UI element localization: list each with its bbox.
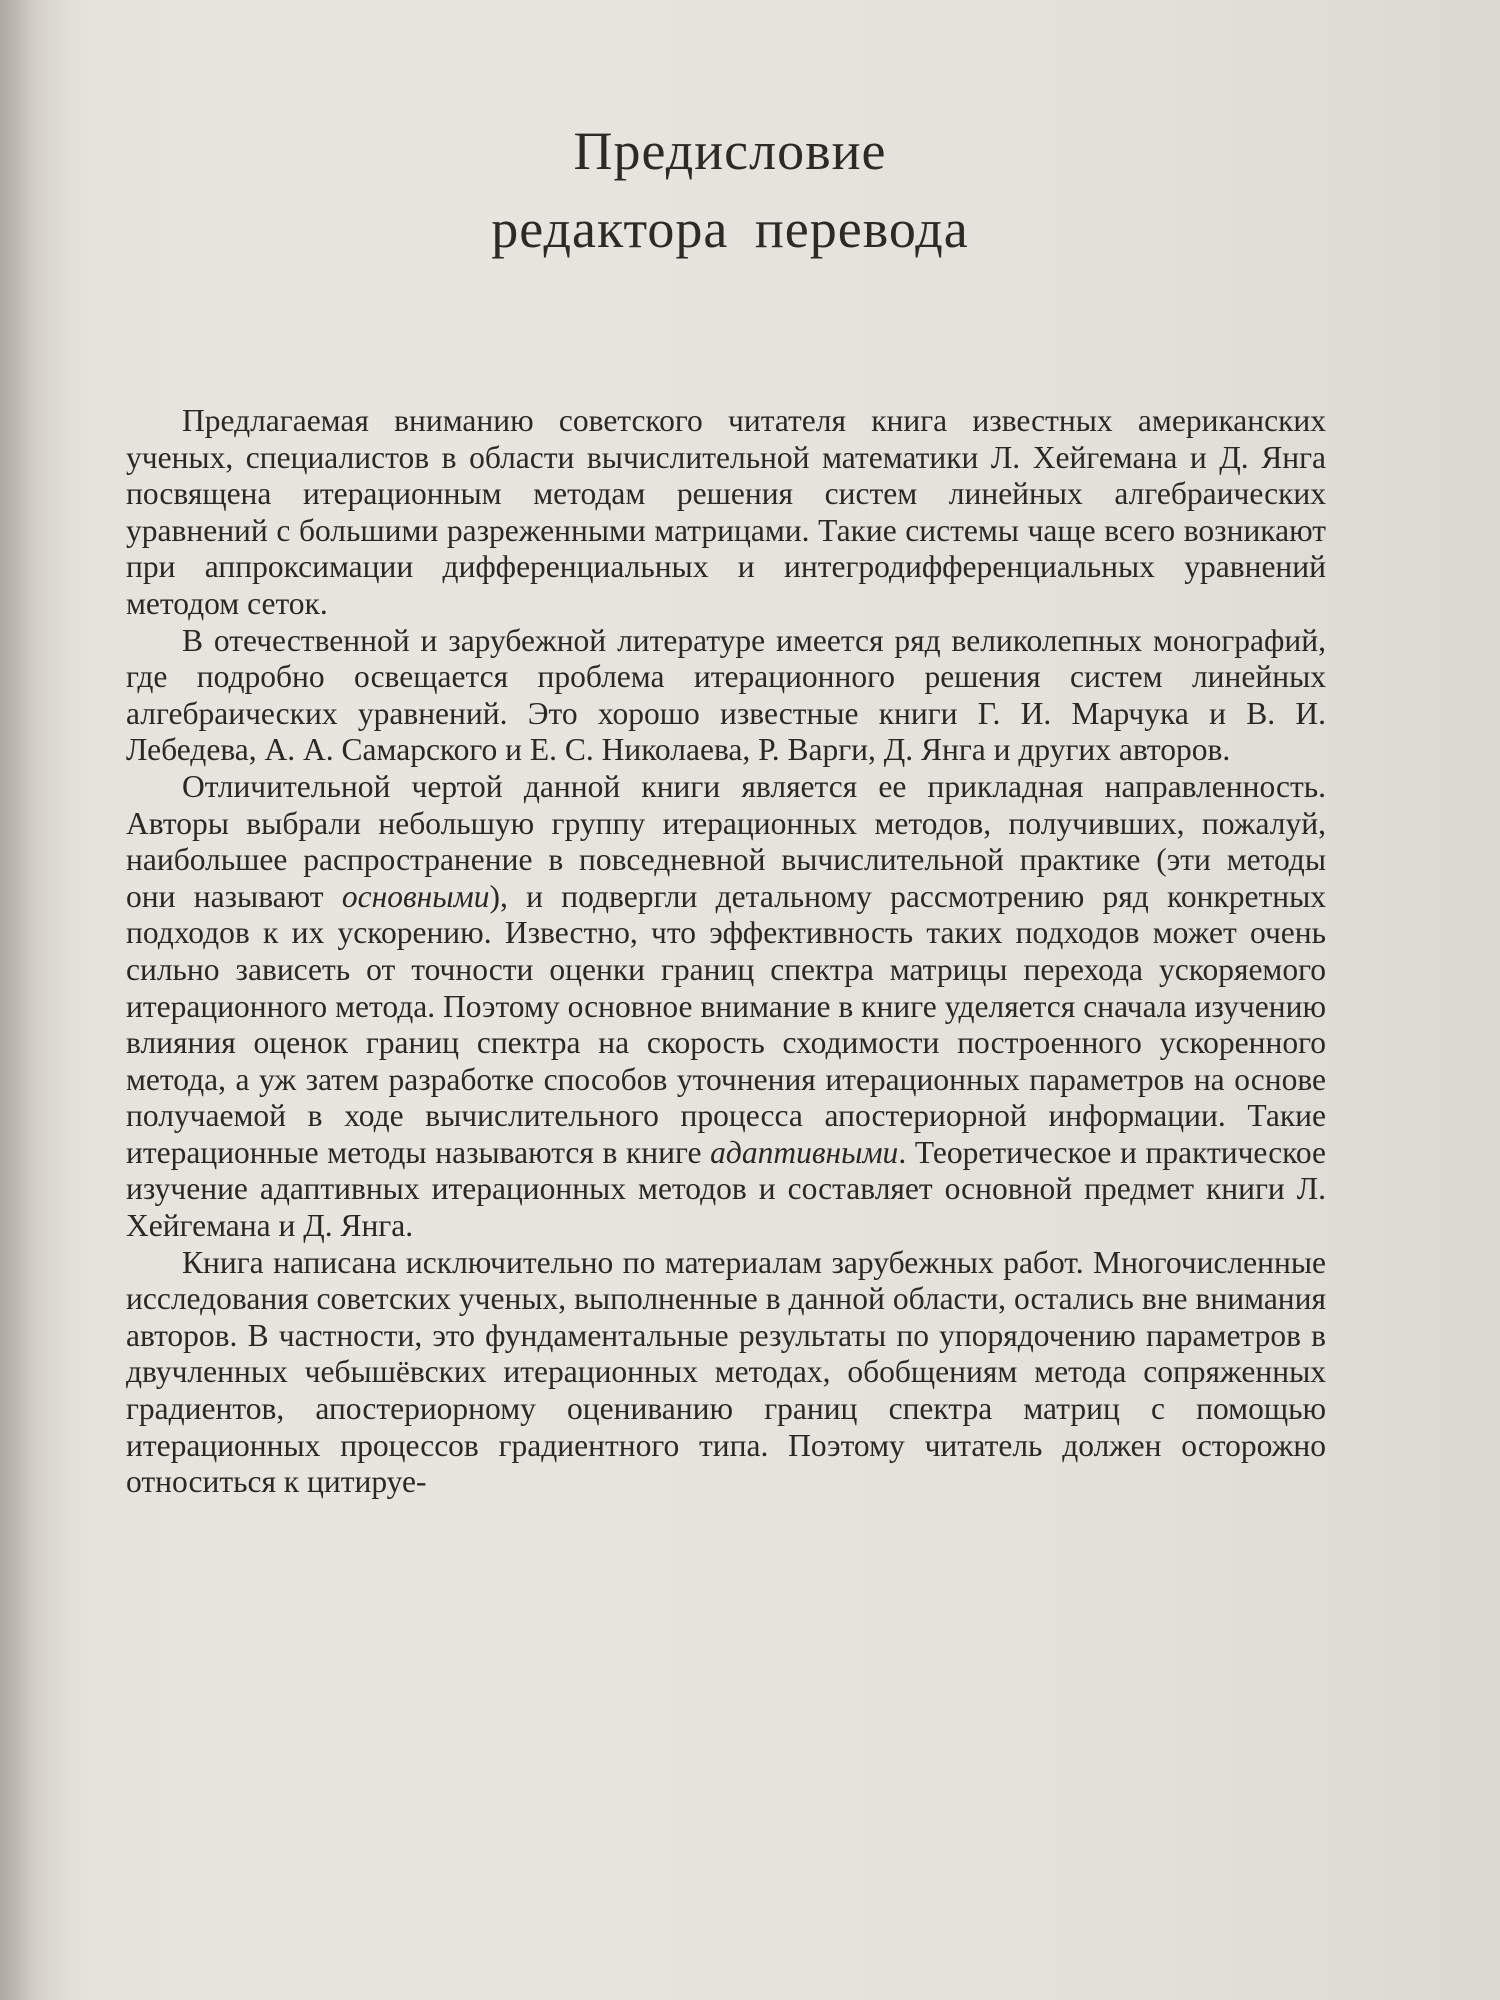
paragraph-4: Книга написана исключительно по материалам зарубежных работ. Многочисленные исследования советских ученых, выполненные в данной области, остались вне внимания авторов. В частности, это фундаментальные результаты по упорядочению параметров в двучленных чебышёвских итерационных методах, обобщениям метода сопряженных градиентов, апостериорному оцениванию границ спектра матриц с помощью итерационных процессов градиентного типа. Поэтому читатель должен осторожно относиться к цитируе- [126, 1244, 1326, 1500]
paragraph-3-part-1: Отличительной чертой данной книги является ее прикладная направленность. Авторы выбрали небольшую группу итерационных методов, получивших, пожалуй, наибольшее распространение в повседневной вычислительной практике (эти методы они называют [126, 768, 1326, 914]
paragraph-3-part-3: . Теоретическое и практическое изучение адаптивных итерационных методов и составляет основной предмет книги Л. Хейгемана и Д. Янга. [126, 1134, 1326, 1244]
page-title [300, 112, 1160, 268]
italic-term-basic: основными [341, 878, 490, 914]
italic-term-adaptive: адаптивными [710, 1134, 899, 1170]
paragraph-3-part-2: ), и подвергли детальному рассмотрению ряд конкретных подходов к их ускорению. Известно, что эффективность таких подходов может очень сильно зависеть от точности оценки границ спектра матрицы перехода ускоряемого итерационного метода. Поэтому основное внимание в книге уделяется сначала изучению влияния оценок границ спектра на скорость сходимости построенного ускоренного метода, а уж затем разработке способов уточнения итерационных параметров на основе получаемой в ходе вычислительного процесса апостериорной информации. Такие итерационные методы называются в книге [126, 878, 1327, 1170]
title-line-1: Предисловие [573, 121, 887, 181]
paragraph-1: Предлагаемая вниманию советского читателя книга известных американских ученых, специалистов в области вычислительной математики Л. Хейгемана и Д. Янга посвящена итерационным методам решения систем линейных алгебраических уравнений с большими разреженными матрицами. Такие системы чаще всего возникают при аппроксимации дифференциальных и интегродифференциальных уравнений методом сеток. [126, 403, 1326, 621]
title-line-2: редактора перевода [491, 199, 969, 259]
body-text [126, 403, 1326, 1501]
paragraph-2: В отечественной и зарубежной литературе имеется ряд великолепных монографий, где подробно освещается проблема итерационного решения систем линейных алгебраических уравнений. Это хорошо известные книги Г. И. Марчука и В. И. Лебедева, А. А. Самарского и Е. С. Николаева, Р. Варги, Д. Янга и других авторов. [126, 622, 1326, 768]
book-spine-shadow [0, 0, 70, 2000]
paragraph-3 [126, 769, 1326, 1245]
